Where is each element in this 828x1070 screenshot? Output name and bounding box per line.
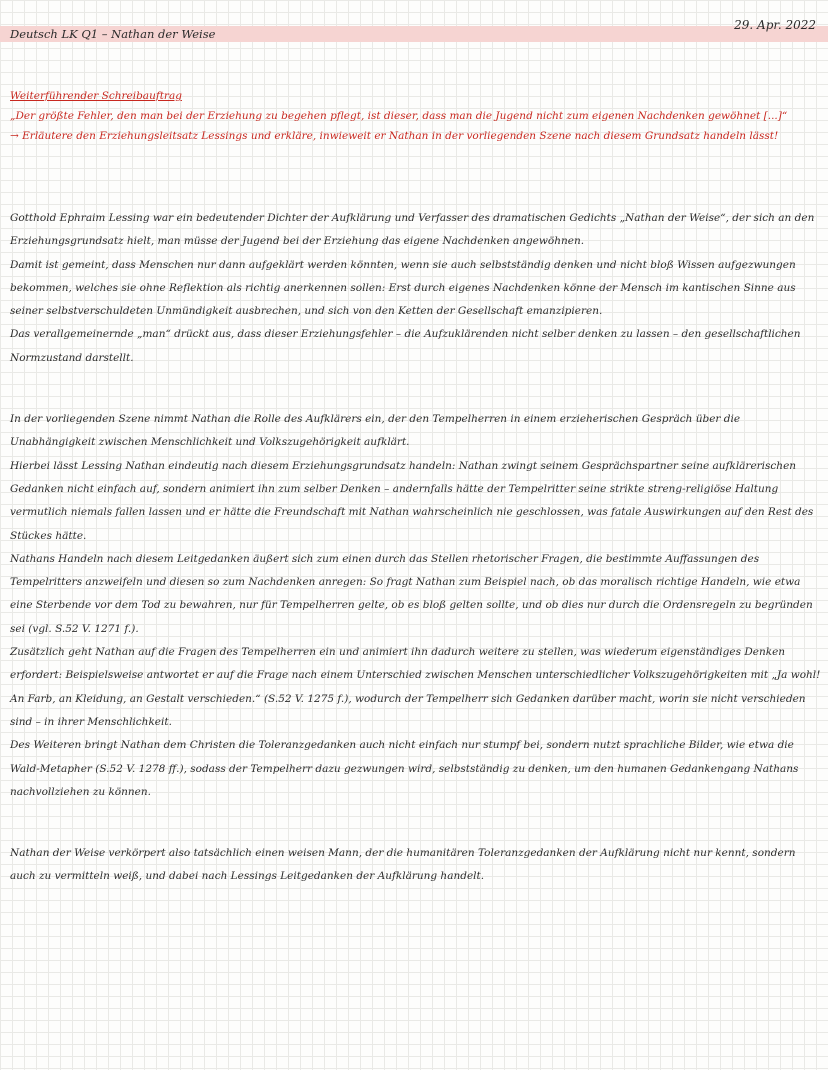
paragraph-gap — [10, 804, 822, 842]
paragraph-explanation: Damit ist gemeint, dass Menschen nur dann aufgeklärt werden könnten, wenn sie auch selbstständig denken und nicht bloß Wissen aufgezwungen bekommen, welches sie ohne Reflektion als richtig anerkennen sollen: Erst durch eigenes Nachdenken könne der Mensch im kantischen Sinne aus seiner selbstverschuldeten Unmündigkeit ausbrechen, und sich von den Ketten der Gesellschaft emanzipieren. — [10, 258, 796, 318]
paragraph-intro: Gotthold Ephraim Lessing war ein bedeutender Dichter der Aufklärung und Verfasser des dramatischen Gedichts „Nathan der Weise“, der sich an den Erziehungsgrundsatz hielt, man müsse der Jugend bei der Erziehung das eigene Nachdenken angewöhnen. — [10, 212, 815, 248]
paragraph-conclusion: Nathan der Weise verkörpert also tatsächlich einen weisen Mann, der die humanitären Toleranzgedanken der Aufklärung nicht nur kennt, sondern auch zu vermitteln weiß, und dabei nach Lessings Leitgedanken der Aufklärung handelt. — [10, 847, 796, 883]
paragraph-metaphor: Des Weiteren bringt Nathan dem Christen die Toleranzgedanken auch nicht einfach nur stumpf bei, sondern nutzt sprachliche Bilder, wie etwa die Wald-Metapher (S.52 V. 1278 ff.), sodass der Tempelherr dazu gezwungen wird, selbstständig zu denken, um den humanen Gedankengang Nathans nachvollziehen zu können. — [10, 739, 799, 798]
writing-task — [10, 90, 820, 150]
paragraph-gap — [10, 370, 822, 408]
task-quote: „Der größte Fehler, den man bei der Erziehung zu begehen pflegt, ist dieser, dass man die Jugend nicht zum eigenen Nachdenken gewöhnet [...]“ — [10, 110, 788, 122]
date: 29. Apr. 2022 — [734, 18, 816, 32]
paragraph-questions: Nathans Handeln nach diesem Leitgedanken äußert sich zum einen durch das Stellen rhetorischer Fragen, die bestimmte Auffassungen des Tempelritters anzweifeln und diesen so zum Nachdenken anregen: So fragt Nathan zum Beispiel nach, ob das moralisch richtige Handeln, wie etwa eine Sterbende vor dem Tod zu bewahren, nur für Tempelherren gelte, ob es bloß gelten sollte, und ob dies nur durch die Ordensregeln zu begründen sei (vgl. S.52 V. 1271 f.). — [10, 552, 813, 635]
paragraph-principle: Hierbei lässt Lessing Nathan eindeutig nach diesem Erziehungsgrundsatz handeln: Nathan zwingt seinem Gesprächspartner seine aufklärerischen Gedanken nicht einfach auf, sondern animiert ihn zum selber Denken – andernfalls hätte der Tempelritter seine strikte streng-religiöse Haltung vermutlich niemals fallen lassen und er hätte die Freundschaft mit Nathan wahrscheinlich nie geschlossen, was fatale Auswirkungen auf den Rest des Stückes hätte. — [10, 459, 814, 542]
paragraph-scene: In der vorliegenden Szene nimmt Nathan die Rolle des Aufklärers ein, der den Tempelherren in einem erzieherischen Gespräch über die Unabhängigkeit zwischen Menschlichkeit und Volkszugehörigkeit aufklärt. — [10, 413, 741, 449]
essay — [10, 207, 822, 889]
paragraph-man: Das verallgemeinernde „man“ drückt aus, dass dieser Erziehungsfehler – die Aufzuklärenden nicht selber denken zu lassen – den gesellschaftlichen Normzustand darstellt. — [10, 328, 801, 364]
task-instruction: → Erläutere den Erziehungsleitsatz Lessings und erkläre, inwieweit er Nathan in der vorliegenden Szene nach diesem Grundsatz handeln lässt! — [10, 130, 779, 142]
page-title: Deutsch LK Q1 – Nathan der Weise — [10, 27, 216, 41]
task-heading: Weiterführender Schreibauftrag — [10, 90, 182, 102]
paragraph-answers: Zusätzlich geht Nathan auf die Fragen des Tempelherren ein und animiert ihn dadurch weitere zu stellen, was wiederum eigenständiges Denken erfordert: Beispielsweise antwortet er auf die Frage nach einem Unterschied zwischen Menschen unterschiedlicher Volkszugehörigkeiten mit „Ja wohl! An Farb, an Kleidung, an Gestalt verschieden.“ (S.52 V. 1275 f.), wodurch der Tempelherr sich Gedanken darüber macht, worin sie nicht verschieden sind – in ihrer Menschlichkeit. — [10, 646, 821, 728]
